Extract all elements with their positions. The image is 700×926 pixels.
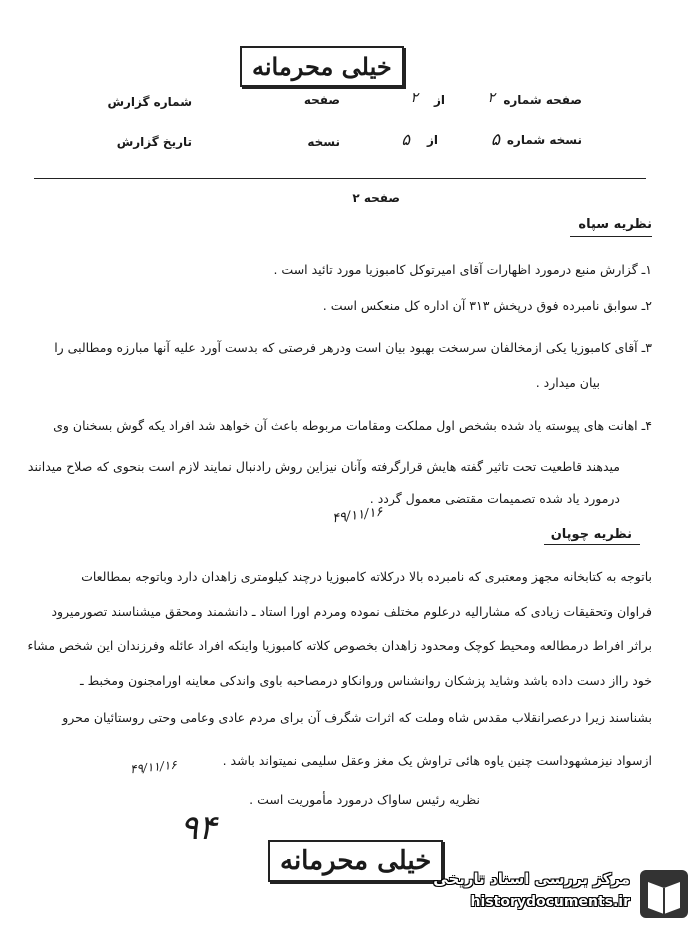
of-label-2: از — [426, 133, 438, 147]
page-label: صفحه — [303, 93, 340, 107]
paragraph-11: نظریه رئیس ساواک درمورد مأموریت است . — [249, 792, 480, 807]
paragraph-4: ۴ـ اهانت های پیوسته یاد شده بشخص اول مملکت ومقامات مربوطه باعث آن خواهد شد افراد یکه گوش بسخنان وی — [53, 418, 652, 433]
of-value-1: ۲ — [410, 90, 418, 106]
signature-1: ۴۹/۱۱/۱۶ — [331, 504, 384, 527]
watermark-text-en: historydocuments.ir — [470, 894, 630, 910]
watermark-text-fa: مرکز بررسی اسناد تاریخی — [433, 870, 630, 888]
report-number-label: شماره گزارش — [107, 95, 192, 109]
classification-stamp-bottom: خیلی محرمانه — [268, 840, 443, 882]
copy-number-value: ۵ — [490, 130, 500, 150]
page-label-center: صفحه ۲ — [352, 191, 400, 205]
page-number-value: ۲ — [487, 90, 495, 106]
section-title-underline — [570, 236, 652, 237]
paragraph-4-cont-1: میدهند قاطعیت تحت تاثیر گفته هایش قرارگرفته وآنان نیزاین روش رادنبال نمایند لازم است بنحوی که صلاح میدانند — [27, 459, 620, 474]
page-number-label: صفحه شماره — [503, 93, 582, 107]
section-title-chupan: نظریه چوپان — [550, 527, 632, 542]
copy-label: نسخه — [307, 135, 340, 149]
paragraph-3-cont: بیان میدارد . — [535, 375, 600, 390]
book-logo-icon — [638, 868, 690, 920]
paragraph-6: فراوان وتحقیقات زیادی که مشارالیه درعلوم مختلف نموده ومردم اورا استاد ـ دانشمند ومحقق میشناسند تصورمیرود — [51, 604, 652, 619]
header-divider — [34, 178, 646, 179]
signature-2: ۴۹/۱۱/۱۶ — [129, 757, 178, 777]
paragraph-2: ۲ـ سوابق نامبرده فوق درپخش ۳۱۳ آن اداره کل منعکس است . — [322, 298, 652, 313]
of-label-1: از — [433, 93, 445, 107]
copy-number-label: نسخه شماره — [506, 133, 582, 147]
report-date-label: تاریخ گزارش — [116, 135, 192, 149]
section-title-sepah: نظریه سپاه — [578, 217, 652, 232]
of-value-2: ۵ — [401, 130, 410, 149]
handwritten-page-number: ۹۴ — [180, 808, 217, 848]
classification-stamp-top: خیلی محرمانه — [240, 46, 404, 87]
paragraph-5: باتوجه به کتابخانه مجهز ومعتبری که نامبرده بالا درکلاته کامبوزیا درچند کیلومتری زاهدان دارد وباتوجه بمطالعات — [81, 569, 652, 584]
paragraph-10: ازسواد نیزمشهوداست چنین یاوه هائی تراوش یک مغز وعقل سلیمی نمیتواند باشد . — [222, 753, 652, 768]
section-title-underline-2 — [544, 544, 640, 545]
paragraph-3: ۳ـ آقای کامبوزیا یکی ازمخالفان سرسخت بهبود بیان است ودرهر فرصتی که بدست آورد علیه آنها مبارزه ومطالبی را — [54, 340, 652, 355]
paragraph-7: براثر افراط درمطالعه ومحیط کوچک ومحدود زاهدان بخصوص کلاته کامبوزیا واینکه افراد عائله وفرزندان این شخص مشاء — [27, 638, 652, 653]
paragraph-9: بشناسند زیرا درعصرانقلاب مقدس شاه وملت که اثرات شگرف آن برای مردم عادی وعامی وحتی روستائیان محرو — [62, 710, 652, 725]
paragraph-4-cont-2: درمورد یاد شده تصمیمات مقتضی معمول گردد . — [369, 491, 620, 506]
paragraph-8: خود رااز دست داده باشد وشاید پزشکان روانشناس وروانکاو درمصاحبه باوی واندکی معاینه اورامجنون ومخبط ـ — [79, 673, 652, 688]
paragraph-1: ۱ـ گزارش منبع درمورد اظهارات آقای امیرتوکل کامبوزیا مورد تائید است . — [273, 262, 652, 277]
watermark — [420, 866, 690, 922]
